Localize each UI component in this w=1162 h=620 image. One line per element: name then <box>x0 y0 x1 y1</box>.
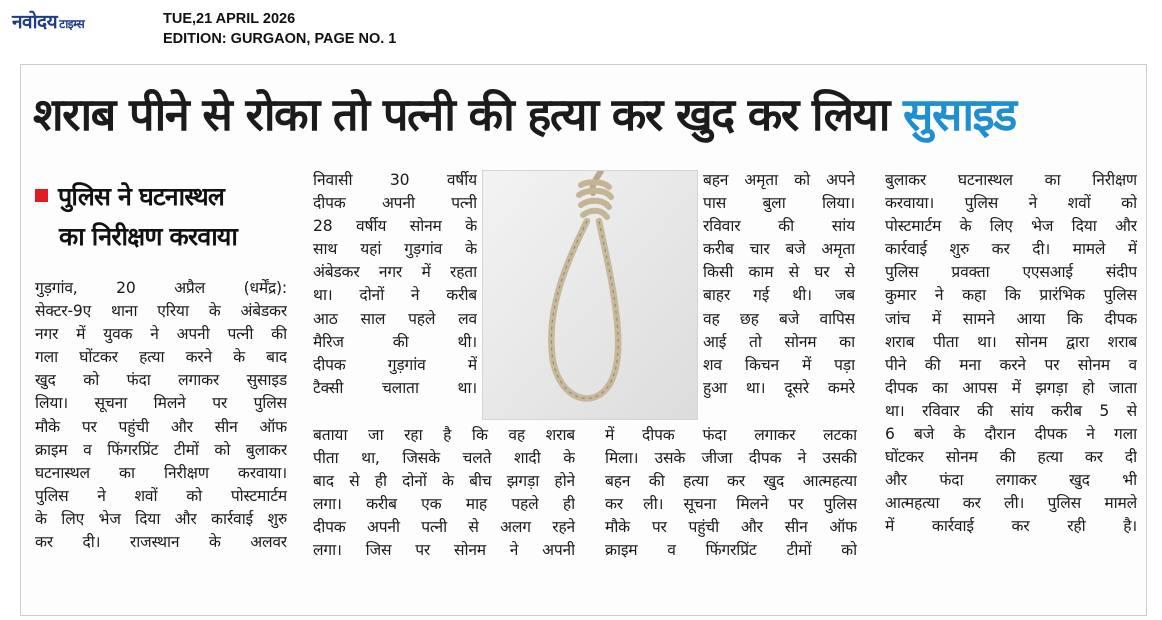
article-line: रविवार की सांय <box>703 217 855 236</box>
article-line: कर दी। राजस्थान के अलवर <box>35 533 287 552</box>
article-line: था। दोनों ने करीब <box>313 286 477 305</box>
article-line: कुमार ने कहा कि प्रारंभिक पुलिस <box>885 286 1137 305</box>
article-clipping <box>20 64 1147 616</box>
logo-main: नवोदय <box>12 11 58 33</box>
headline <box>33 83 1016 147</box>
article-line: नगर में युवक ने अपनी पत्नी की <box>35 325 287 344</box>
column-3-top <box>703 169 855 400</box>
article-line: लगा। जिस पर सोनम ने अपनी <box>313 541 575 560</box>
article-line: सेक्टर-9ए थाना एरिया के अंबेडकर <box>35 302 287 321</box>
column-2-top <box>313 169 477 400</box>
article-line: पोस्टमार्टम के लिए भेज दिया और <box>885 217 1137 236</box>
article-line: 28 वर्षीय सोनम के <box>313 217 477 236</box>
article-line: पुलिस प्रवक्ता एएसआई संदीप <box>885 263 1137 282</box>
newspaper-logo[interactable] <box>12 8 84 34</box>
bullet-square-icon <box>35 189 48 202</box>
article-line: बहन अमृता को अपने <box>703 171 855 189</box>
article-line: बाद से ही दोनों के बीच झगड़ा होने <box>313 472 575 491</box>
masthead <box>0 0 1162 58</box>
article-line: आई तो सोनम का <box>703 332 855 351</box>
column-3-bottom <box>605 424 857 563</box>
subheading <box>35 177 291 257</box>
article-line: हुआ था। दूसरे कमरे <box>703 378 855 397</box>
article-line: था। रविवार की सांय करीब 5 से <box>885 401 1137 420</box>
article-line: वह छह बजे वापिस <box>703 309 855 328</box>
article-line: करवाया। पुलिस ने शवों को <box>885 194 1137 213</box>
article-line: क्राइम व फिंगरप्रिंट टीमों को <box>605 541 857 560</box>
article-line: पास बुला लिया। <box>703 194 855 213</box>
article-line: करीब चार बजे अमृता <box>703 240 855 259</box>
article-line: साथ यहां गुड़गांव के <box>313 240 477 259</box>
column-1 <box>35 277 287 554</box>
article-line: बुलाकर घटनास्थल का निरीक्षण <box>885 171 1137 189</box>
article-line: दीपक अपनी पत्नी से अलग रहने <box>313 518 575 537</box>
article-line: शव किचन में पड़ा <box>703 355 855 374</box>
article-line: में कार्रवाई कर रही है। <box>885 517 1137 536</box>
article-line: गुड़गांव, 20 अप्रैल (धर्मेंद्र): <box>35 279 287 297</box>
article-line: दीपक का आपस में झगड़ा हो जाता <box>885 378 1137 397</box>
article-line: बहन की हत्या कर खुद आत्महत्या <box>605 472 857 491</box>
article-line: मैरिज की थी। <box>313 332 477 351</box>
noose-icon <box>483 171 698 420</box>
article-line: शराब पीता था। सोनम द्वारा शराब <box>885 332 1137 351</box>
article-line: पीता था, जिसके चलते शादी के <box>313 449 575 468</box>
article-line: पीने की मना करने पर सोनम व <box>885 355 1137 374</box>
edition-info <box>163 9 396 49</box>
article-line: कार्रवाई शुरु कर दी। मामले में <box>885 240 1137 259</box>
article-line: मौके पर पहुंची और सीन ऑफ <box>35 417 287 436</box>
article-line: किसी काम से घर से <box>703 263 855 282</box>
subhead-line-1: पुलिस ने घटनास्थल <box>58 182 225 211</box>
edition-page: EDITION: GURGAON, PAGE NO. 1 <box>163 31 397 47</box>
article-line: गला घोंटकर हत्या करने के बाद <box>35 348 287 367</box>
article-line: बाहर गई थी। जब <box>703 286 855 305</box>
article-line: आत्महत्या कर ली। पुलिस मामले <box>885 494 1137 513</box>
article-line: कर ली। सूचना मिलने पर पुलिस <box>605 495 857 514</box>
article-line: घोंटकर सोनम की हत्या कर दी <box>885 448 1137 467</box>
article-line: में दीपक फंदा लगाकर लटका <box>605 426 857 444</box>
article-line: पुलिस ने शवों को पोस्टमार्टम <box>35 486 287 505</box>
subhead-line-2: का निरीक्षण करवाया <box>59 222 238 251</box>
article-line: मौके पर पहुंची और सीन ऑफ <box>605 518 857 537</box>
article-line: घटनास्थल का निरीक्षण करवाया। <box>35 463 287 482</box>
article-line: क्राइम व फिंगरप्रिंट टीमों को बुलाकर <box>35 440 287 459</box>
article-line: 6 बजे के दौरान दीपक ने गला <box>885 425 1137 444</box>
article-line: लगा। करीब एक माह पहले ही <box>313 495 575 514</box>
logo-sub: टाइम्स <box>59 17 85 31</box>
noose-photo <box>482 170 698 420</box>
article-line: के लिए भेज दिया और कार्रवाई शुरु <box>35 509 287 528</box>
column-2-bottom <box>313 424 575 563</box>
article-line: दीपक अपनी पत्नी <box>313 194 477 213</box>
article-line: और फंदा लगाकर खुद भी <box>885 471 1137 490</box>
article-line: खुद को फंदा लगाकर सुसाइड <box>35 371 287 390</box>
article-line: जांच में सामने आया कि दीपक <box>885 309 1137 328</box>
headline-main: शराब पीने से रोका तो पत्नी की हत्या कर खुद कर लिया <box>33 88 889 141</box>
article-line: दीपक गुड़गांव में <box>313 355 477 374</box>
headline-accent: सुसाइड <box>903 88 1016 141</box>
article-line: बताया जा रहा है कि वह शराब <box>313 426 575 444</box>
article-line: मिला। उसके जीजा दीपक ने उसकी <box>605 449 857 468</box>
article-line: टैक्सी चलाता था। <box>313 378 477 397</box>
article-line: लिया। सूचना मिलने पर पुलिस <box>35 394 287 413</box>
article-line: निवासी 30 वर्षीय <box>313 171 477 189</box>
issue-date: TUE,21 APRIL 2026 <box>163 11 296 27</box>
column-4 <box>885 169 1137 539</box>
article-line: अंबेडकर नगर में रहता <box>313 263 477 282</box>
article-line: आठ साल पहले लव <box>313 309 477 328</box>
